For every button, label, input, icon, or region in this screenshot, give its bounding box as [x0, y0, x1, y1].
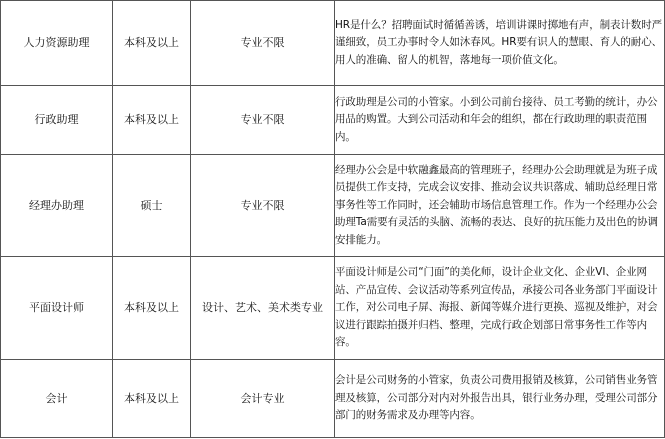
education-cell: 本科及以上: [113, 257, 191, 360]
table-row: [1, 86, 665, 155]
job-description: 会计是公司财务的小管家，负责公司费用报销及核算，公司销售业务管理及核算，公司部分对内对外报告出具，银行业务办理，受理公司部分部门的财务需求及办理等内容。: [335, 374, 658, 422]
description-cell: [335, 155, 665, 257]
major-cell: 会计专业: [191, 360, 335, 438]
major-cell: 专业不限: [191, 86, 335, 155]
description-cell: [335, 257, 665, 360]
table-row: [1, 257, 665, 360]
major-cell: 专业不限: [191, 155, 335, 257]
major-cell: 设计、艺术、美术类专业: [191, 257, 335, 360]
job-description: 行政助理是公司的小管家。小到公司前台接待、员工考勤的统计，办公用品的购置。大到公司活动和年会的组织，都在行政助理的职责范围内。: [335, 95, 658, 143]
table-row: [1, 1, 665, 86]
education-cell: 本科及以上: [113, 86, 191, 155]
job-description: HR是什么？招聘面试时循循善诱，培训讲课时掷地有声，制表计数时严谨细致，员工办事时令人如沐春风。HR要有识人的慧眼、育人的耐心、用人的准确、留人的机智，落地每一项价值文化。: [335, 18, 662, 66]
description-cell: [335, 1, 665, 86]
education-cell: 本科及以上: [113, 360, 191, 438]
job-title-cell: 经理办助理: [1, 155, 113, 257]
description-cell: [335, 360, 665, 438]
table-row: [1, 155, 665, 257]
job-title-cell: 人力资源助理: [1, 1, 113, 86]
table-row: [1, 360, 665, 438]
education-cell: 本科及以上: [113, 1, 191, 86]
job-title-cell: 行政助理: [1, 86, 113, 155]
education-cell: 硕士: [113, 155, 191, 257]
job-title-cell: 会计: [1, 360, 113, 438]
description-cell: [335, 86, 665, 155]
job-description: 经理办公会是中软融鑫最高的管理班子，经理办公会助理就是为班子成员提供工作支持，完成会议安排、推动会议共识落成、辅助总经理日常事务性等工作同时，还会辅助市场信息管理工作。作为一个经理办公会助理Ta需要有灵活的头脑、流畅的表达、良好的抗压能力及出色的协调安排能力。: [335, 163, 658, 246]
major-cell: 专业不限: [191, 1, 335, 86]
job-title-cell: 平面设计师: [1, 257, 113, 360]
job-description: 平面设计师是公司“门面”的美化师，设计企业文化、企业VI、企业网站、产品宣传、会议活动等系列宣传品，承接公司各业务部门平面设计工作，对公司电子屏、海报、新闻等媒介进行更换、巡视及维护，对会议进行跟踪拍摄并归档、整理，完成行政企划部日常事务性工作等内容。: [335, 266, 658, 349]
